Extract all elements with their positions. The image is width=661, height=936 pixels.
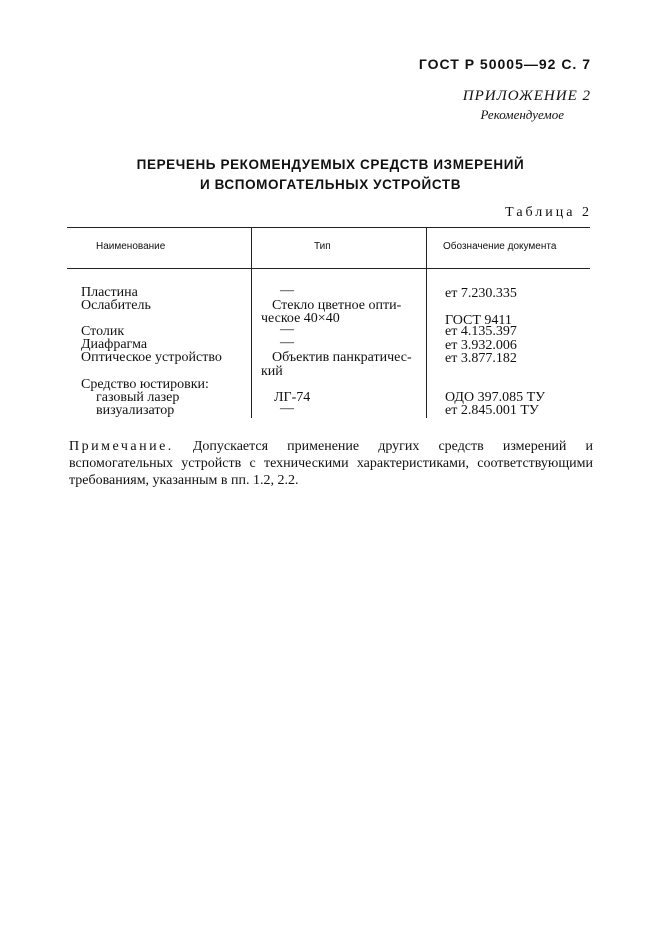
table-cell-document: ет 4.135.397 [445, 324, 517, 339]
table-cell-type: ЛГ-74 [274, 390, 311, 405]
table-cell-name: Оптическое устройство [81, 350, 222, 365]
note-label: Примечание. [69, 439, 174, 454]
table-cell-type: — [280, 283, 294, 298]
table-cell-name: визуализатор [96, 403, 175, 418]
note-text: Допускается применение других средств измерений и вспомогательных устройств с техническими характеристиками, соответствующими требованиям, указанным в пп. 1.2, 2.2. [69, 439, 593, 488]
table-cell-document: ГОСТ 9411 [445, 313, 512, 328]
table-cell-document: ет 3.932.006 [445, 338, 517, 353]
table-cell-name: Средство юстировки: [81, 377, 209, 392]
table-cell-type-continued: кий [261, 364, 283, 379]
table-note [69, 438, 593, 489]
table-header-border [67, 268, 590, 269]
column-header-type: Тип [314, 241, 331, 252]
standard-page-code: ГОСТ Р 50005—92 С. 7 [418, 56, 591, 72]
table-cell-name: газовый лазер [96, 390, 180, 405]
table-cell-document: ет 2.845.001 ТУ [445, 403, 539, 418]
table-cell-type: — [280, 322, 294, 337]
table-label: Таблица 2 [505, 205, 592, 220]
table-cell-type: Стекло цветное опти- [272, 298, 402, 313]
table-cell-name: Ослабитель [81, 298, 151, 313]
column-header-name: Наименование [96, 241, 166, 252]
table-cell-name: Диафрагма [81, 337, 148, 352]
table-cell-name: Пластина [81, 285, 138, 300]
appendix-status: Рекомендуемое [480, 107, 564, 122]
table-column-divider [426, 228, 427, 418]
column-header-document: Обозначение документа [443, 241, 557, 252]
table-cell-type: — [280, 335, 294, 350]
table-cell-document: ет 3.877.182 [445, 351, 517, 366]
table-cell-document: ет 7.230.335 [445, 286, 517, 301]
table-cell-document: ОДО 397.085 ТУ [445, 390, 546, 405]
table-top-border [67, 227, 590, 228]
appendix-label: ПРИЛОЖЕНИЕ 2 [462, 88, 591, 104]
table-column-divider [251, 228, 252, 418]
table-cell-type: Объектив панкратичес- [272, 350, 412, 365]
document-title-line-1: ПЕРЕЧЕНЬ РЕКОМЕНДУЕМЫХ СРЕДСТВ ИЗМЕРЕНИЙ [136, 157, 525, 172]
table-cell-name: Столик [81, 324, 125, 339]
table-cell-type-continued: ческое 40×40 [261, 311, 340, 326]
document-title-line-2: И ВСПОМОГАТЕЛЬНЫХ УСТРОЙСТВ [199, 177, 462, 192]
table-cell-type: — [280, 401, 294, 416]
